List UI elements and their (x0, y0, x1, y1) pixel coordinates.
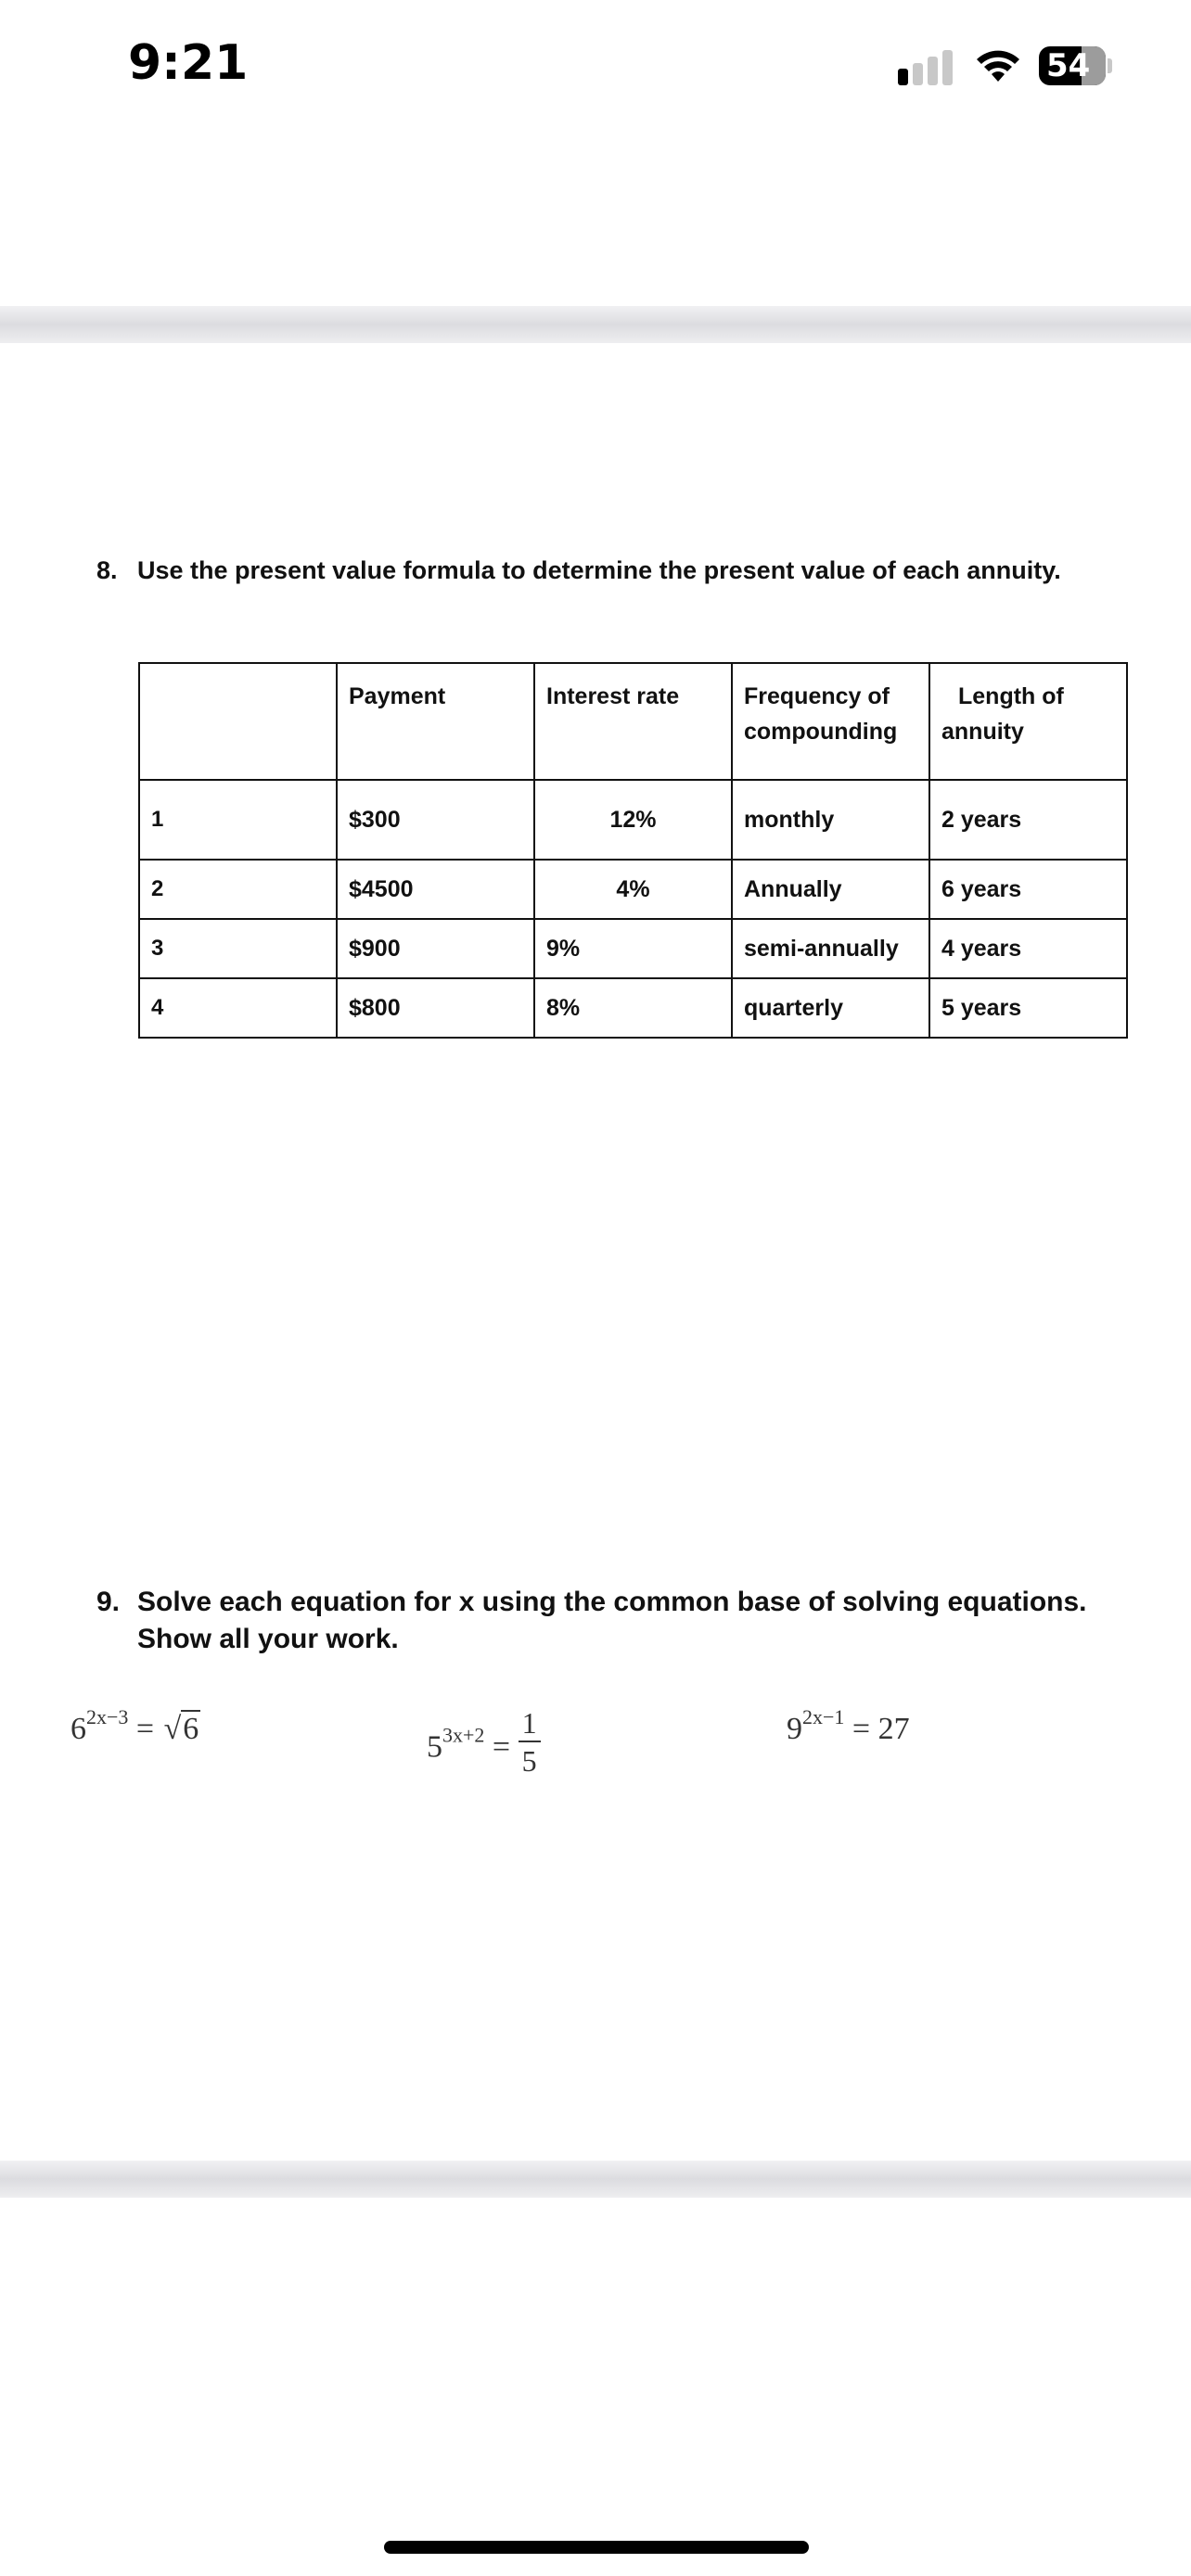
equation-3 (787, 1705, 910, 1747)
eq2-fraction (519, 1708, 541, 1776)
page-separator-bottom (0, 2161, 1191, 2198)
eq2-equals: = (492, 1729, 511, 1765)
header-payment: Payment (337, 663, 534, 780)
table-row (139, 860, 1127, 919)
status-time: 9:21 (128, 35, 249, 91)
payment-cell: $300 (337, 780, 534, 860)
question-8-number: 8. (96, 556, 118, 584)
length-cell: 2 years (929, 780, 1127, 860)
eq1-base: 6 (70, 1712, 86, 1746)
payment-cell: $4500 (337, 860, 534, 919)
row-number: 4 (139, 978, 337, 1038)
frequency-cell: semi-annually (732, 919, 929, 978)
frequency-cell: quarterly (732, 978, 929, 1038)
rate-cell: 8% (534, 978, 732, 1038)
battery-icon (1039, 46, 1106, 85)
signal-icon (898, 46, 955, 85)
eq2-base: 5 (427, 1729, 442, 1765)
eq3-rhs: 27 (877, 1712, 910, 1746)
header-frequency-line2: compounding (744, 719, 898, 745)
eq2-numerator: 1 (519, 1708, 541, 1742)
battery-level: 54 (1046, 47, 1091, 84)
frequency-cell: Annually (732, 860, 929, 919)
header-length-line1: Length of (958, 683, 1064, 709)
header-interest-rate: Interest rate (534, 663, 732, 780)
radical-sign: √ (163, 1712, 182, 1746)
table-row (139, 978, 1127, 1038)
payment-cell: $900 (337, 919, 534, 978)
header-length-line2: annuity (941, 719, 1024, 745)
eq3-base: 9 (787, 1712, 802, 1746)
battery-tip (1108, 58, 1112, 73)
question-9-line2: Show all your work. (137, 1624, 399, 1654)
header-length (929, 663, 1127, 780)
equation-2 (427, 1706, 541, 1783)
wifi-icon (976, 48, 1020, 83)
eq1-radical (162, 1712, 201, 1747)
question-8-text: Use the present value formula to determine the present value of each annuity. (137, 556, 1061, 584)
eq3-exponent: 2x−1 (802, 1705, 845, 1728)
eq1-equals: = (135, 1712, 155, 1746)
question-9-line1: Solve each equation for x using the common base of solving equations. (137, 1587, 1087, 1617)
eq1-radicand: 6 (183, 1712, 199, 1746)
table-row (139, 919, 1127, 978)
length-cell: 6 years (929, 860, 1127, 919)
row-number: 2 (139, 860, 337, 919)
header-frequency (732, 663, 929, 780)
home-indicator[interactable] (384, 2541, 809, 2554)
table-row (139, 780, 1127, 860)
annuity-table (138, 662, 1128, 1039)
row-number: 3 (139, 919, 337, 978)
row-number: 1 (139, 780, 337, 860)
eq2-denominator: 5 (521, 1744, 537, 1778)
frequency-cell: monthly (732, 780, 929, 860)
eq2-exponent: 3x+2 (442, 1723, 485, 1747)
rate-cell: 4% (534, 860, 732, 919)
header-cell-empty (139, 663, 337, 780)
length-cell: 5 years (929, 978, 1127, 1038)
table-header-row (139, 663, 1127, 780)
question-9-number: 9. (96, 1587, 121, 1617)
question-9 (96, 1584, 1087, 1658)
header-frequency-line1: Frequency of (744, 683, 890, 709)
rate-cell: 12% (534, 780, 732, 860)
eq1-exponent: 2x−3 (86, 1705, 129, 1728)
payment-cell: $800 (337, 978, 534, 1038)
page-separator-top (0, 306, 1191, 343)
status-icons (898, 46, 1121, 85)
length-cell: 4 years (929, 919, 1127, 978)
rate-cell: 9% (534, 919, 732, 978)
eq3-equals: = (852, 1712, 871, 1746)
equation-1 (70, 1705, 200, 1747)
question-8 (96, 556, 1061, 585)
